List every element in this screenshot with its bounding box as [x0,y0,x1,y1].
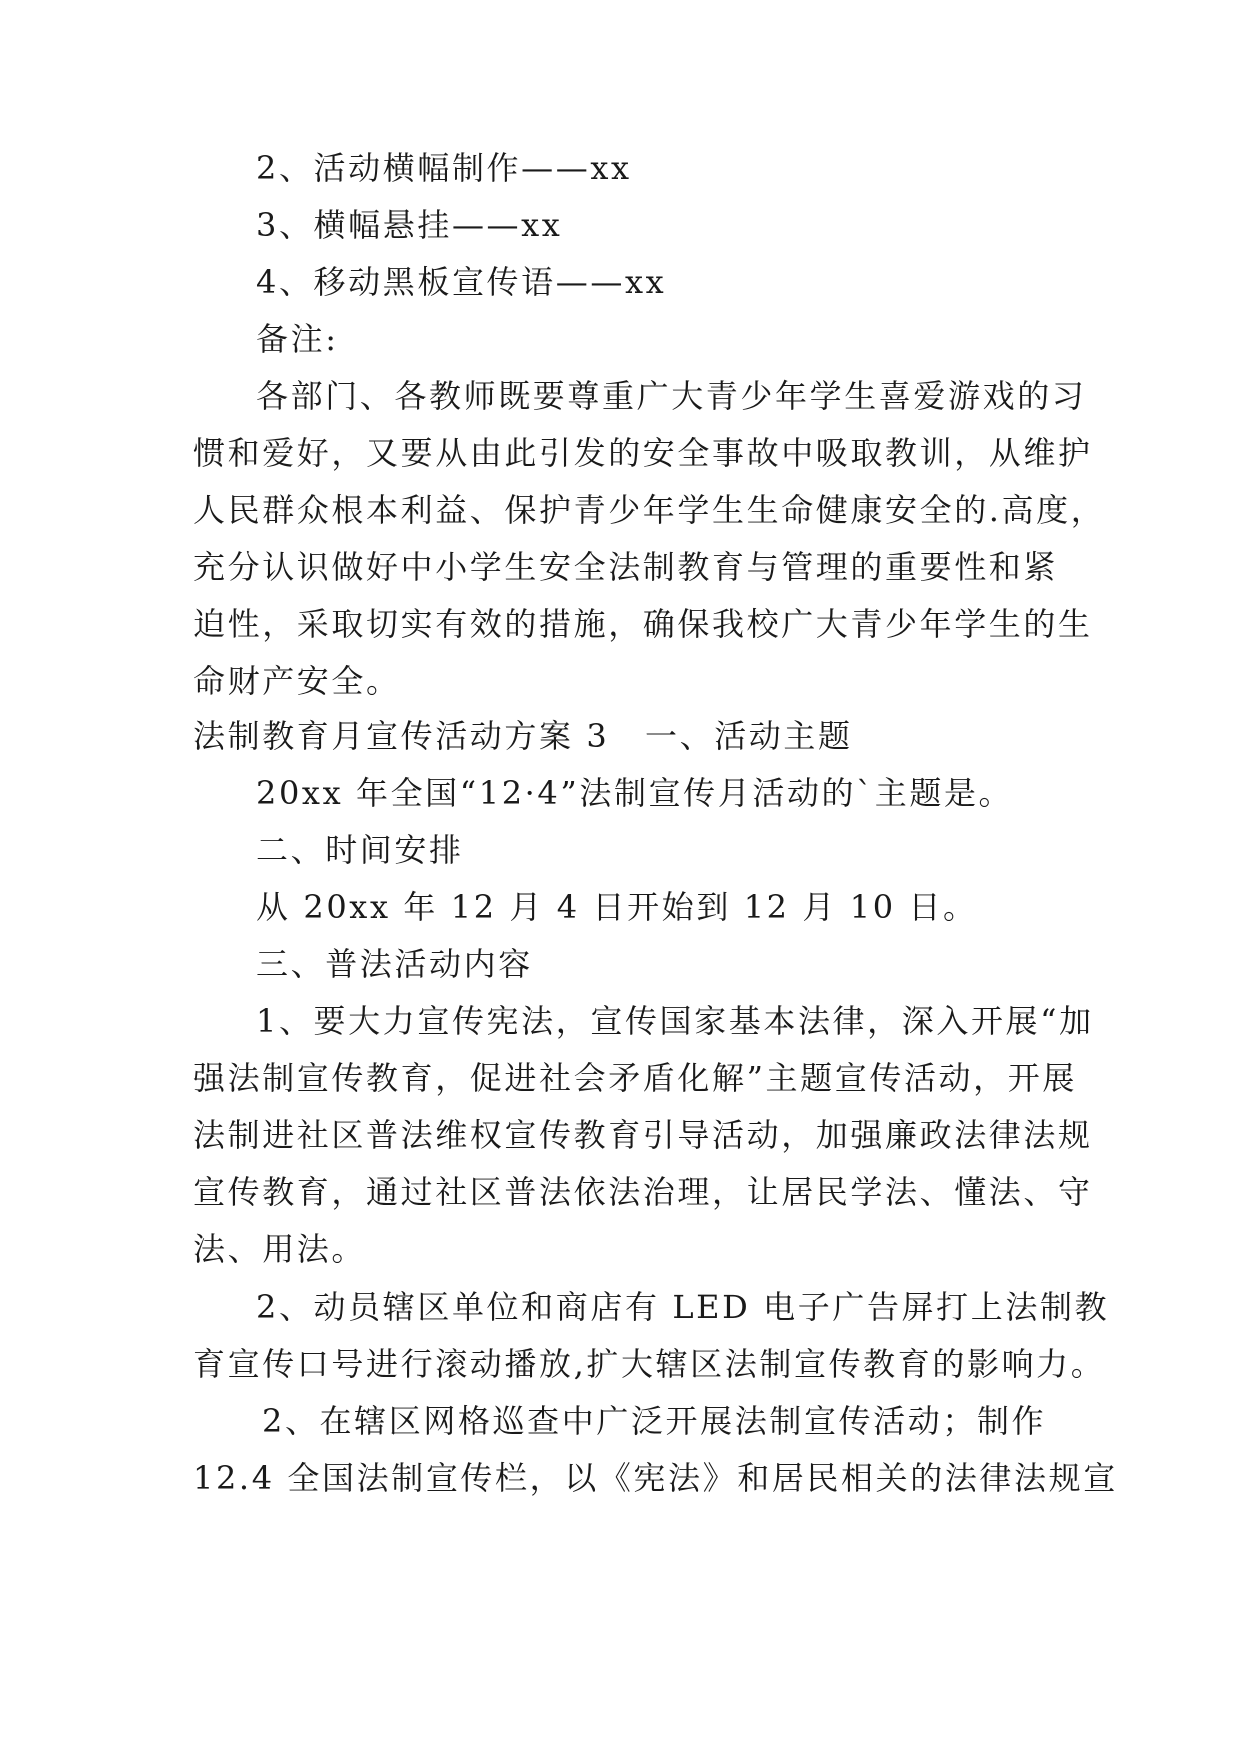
paragraph-line: 强法制宣传教育，促进社会矛盾化解”主题宣传活动，开展 [193,1059,1077,1097]
paragraph-line: 惯和爱好，又要从由此引发的安全事故中吸取教训，从维护 [193,434,1093,472]
paragraph-line: 人民群众根本利益、保护青少年学生生命健康安全的.高度， [193,491,1106,529]
list-item: 3、横幅悬挂——xx [256,206,563,244]
paragraph-line: 20xx 年全国“12·4”法制宣传月活动的`主题是。 [256,774,1014,812]
paragraph-line: 法制进社区普法维权宣传教育引导活动，加强廉政法律法规 [193,1116,1093,1154]
section-heading: 法制教育月宣传活动方案 3 [193,717,610,755]
paragraph-line: 命财产安全。 [193,662,401,700]
paragraph-line: 各部门、各教师既要尊重广大青少年学生喜爱游戏的习 [256,377,1087,415]
list-item: 2、活动横幅制作——xx [256,149,632,187]
list-item: 4、移动黑板宣传语——xx [256,263,667,301]
paragraph-line: 育宣传口号进行滚动播放,扩大辖区法制宣传教育的影响力。 [193,1345,1106,1383]
remark-label: 备注: [256,320,339,358]
paragraph-line: 充分认识做好中小学生安全法制教育与管理的重要性和紧 [193,548,1059,586]
section-title: 二、时间安排 [256,831,464,869]
paragraph-line: 2、在辖区网格巡查中广泛开展法制宣传活动；制作 [262,1402,1047,1440]
paragraph-line: 法、用法。 [193,1230,367,1268]
paragraph-line: 从 20xx 年 12 月 4 日开始到 12 月 10 日。 [256,888,978,926]
section-title: 三、普法活动内容 [256,945,533,983]
paragraph-line: 2、动员辖区单位和商店有 LED 电子广告屏打上法制教 [256,1288,1110,1326]
paragraph-line: 12.4 全国法制宣传栏，以《宪法》和居民相关的法律法规宣 [193,1459,1118,1497]
paragraph-line: 宣传教育，通过社区普法依法治理，让居民学法、懂法、守 [193,1173,1093,1211]
paragraph-line: 1、要大力宣传宪法，宣传国家基本法律，深入开展“加 [256,1002,1094,1040]
section-title: 一、活动主题 [645,717,853,755]
paragraph-line: 迫性，采取切实有效的措施，确保我校广大青少年学生的生 [193,605,1093,643]
